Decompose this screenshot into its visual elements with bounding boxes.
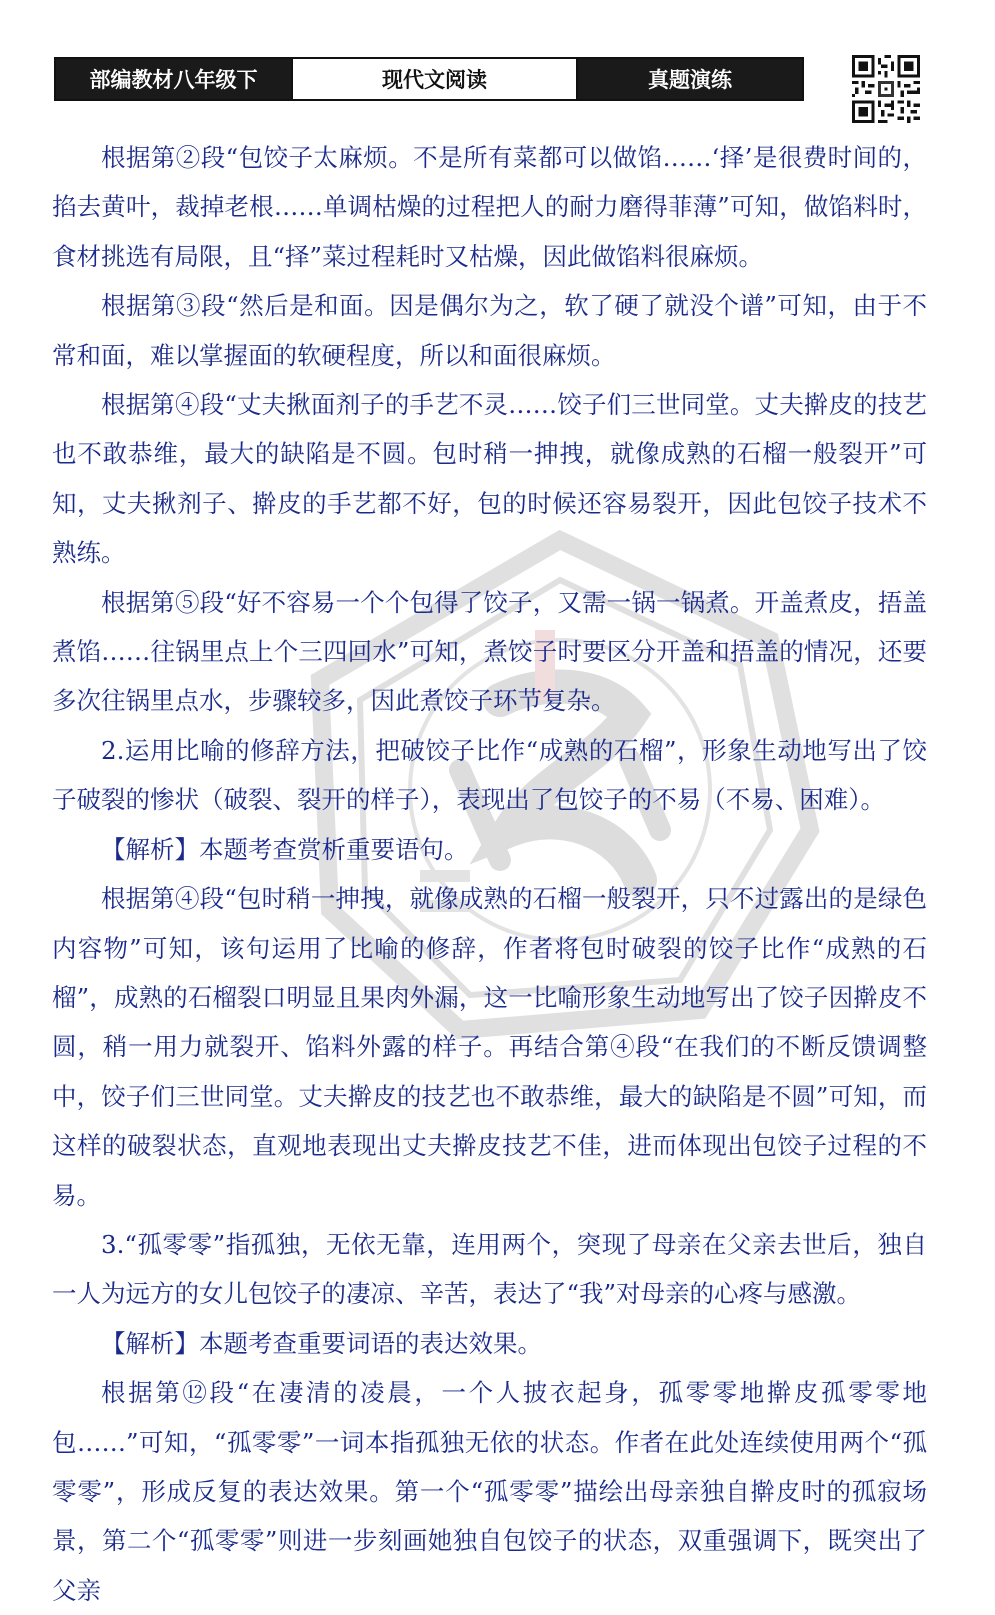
header-bar xyxy=(54,57,804,101)
paragraph: 根据第②段“包饺子太麻烦。不是所有菜都可以做馅……‘择’是很费时间的，掐去黄叶，裁掉老根……单调枯燥的过程把人的耐力磨得菲薄”可知，做馅料时，食材挑选有局限，且“择”菜过程耗时又枯燥，因此做馅料很麻烦。 xyxy=(52,143,927,271)
header-section-label: 现代文阅读 xyxy=(291,59,578,99)
answer-2: 2.运用比喻的修辞方法，把破饺子比作“成熟的石榴”，形象生动地写出了饺子破裂的惨状（破裂、裂开的样子），表现出了包饺子的不易（不易、困难）。 xyxy=(52,735,927,815)
header-grade-label: 部编教材八年级下 xyxy=(56,59,291,99)
analysis-label: 【解析】本题考查重要词语的表达效果。 xyxy=(101,1328,542,1358)
paragraph: 根据第③段“然后是和面。因是偶尔为之，软了硬了就没个谱”可知，由于不常和面，难以掌握面的软硬程度，所以和面很麻烦。 xyxy=(52,291,927,370)
paragraph: 根据第⑫段“在凄清的凌晨，一个人披衣起身，孤零零地擀皮孤零零地包……”可知，“孤零零”一词本指孤独无依的状态。作者在此处连续使用两个“孤零零”，形成反复的表达效果。第一个“孤零零”描绘出母亲独自擀皮时的孤寂场景，第二个“孤零零”则进一步刻画她独自包饺子的状态，双重强调下，既突出了父亲 xyxy=(52,1378,927,1605)
paragraph: 根据第④段“包时稍一抻拽，就像成熟的石榴一般裂开，只不过露出的是绿色内容物”可知，该句运用了比喻的修辞，作者将包时破裂的饺子比作“成熟的石榴”，成熟的石榴裂口明显且果肉外漏，这一比喻形象生动地写出了饺子因擀皮不圆，稍一用力就裂开、馅料外露的样子。再结合第④段“在我们的不断反馈调整中，饺子们三世同堂。丈夫擀皮的技艺也不敢恭维，最大的缺陷是不圆”可知，而这样的破裂状态，直观地表现出丈夫擀皮技艺不佳，进而体现出包饺子过程的不易。 xyxy=(52,884,927,1210)
answer-3: 3.“孤零零”指孤独，无依无靠，连用两个，突现了母亲在父亲去世后，独自一人为远方的女儿包饺子的凄凉、辛苦，表达了“我”对母亲的心疼与感激。 xyxy=(52,1229,927,1309)
header-practice-label: 真题演练 xyxy=(578,59,802,99)
paragraph: 根据第⑤段“好不容易一个个包得了饺子，又需一锅一锅煮。开盖煮皮，捂盖煮馅……往锅里点上个三四回水”可知，煮饺子时要区分开盖和捂盖的情况，还要多次往锅里点水，步骤较多，因此煮饺子环节复杂。 xyxy=(52,587,927,716)
qr-code-icon xyxy=(852,55,920,123)
analysis-label: 【解析】本题考查赏析重要语句。 xyxy=(101,834,469,864)
paragraph: 根据第④段“丈夫揪面剂子的手艺不灵……饺子们三世同堂。丈夫擀皮的技艺也不敢恭维，最大的缺陷是不圆。包时稍一抻拽，就像成熟的石榴一般裂开”可知，丈夫揪剂子、擀皮的手艺都不好，包的时候还容易裂开，因此包饺子技术不熟练。 xyxy=(52,390,927,568)
answer-analysis-text xyxy=(52,133,927,1615)
